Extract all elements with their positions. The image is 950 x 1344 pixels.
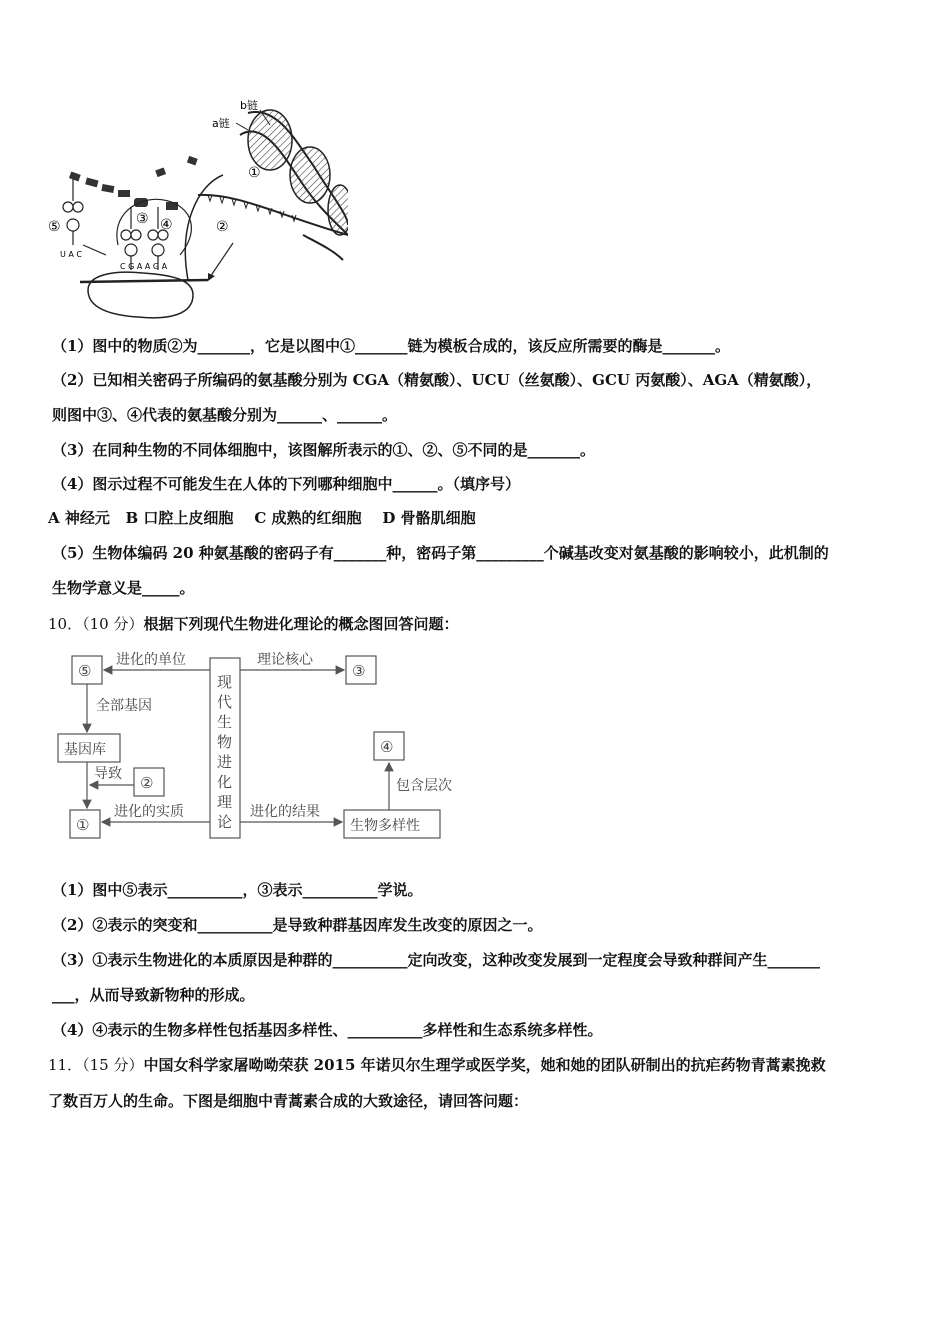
evolution-concept-map [50, 640, 470, 845]
box-2-label: ② [140, 774, 154, 792]
q11-stem-text-1: 中国女科学家屠呦呦荣获 2015 年诺贝尔生理学或医学奖，她和她的团队研制出的抗疟药物青蒿素挽救 [143, 1056, 826, 1074]
edge-unit-label: 进化的单位 [116, 652, 186, 668]
b-chain-label: b链 [240, 99, 258, 112]
dna-helix-loop-2 [290, 147, 330, 203]
ribosome-loop-arrow [117, 199, 191, 255]
box-1-label: ① [76, 816, 90, 834]
mrna-export-arrow [210, 243, 233, 277]
trna-entry-arrow [83, 245, 106, 255]
marker-2: ② [216, 219, 229, 235]
edge-core-label: 理论核心 [257, 652, 313, 668]
edge-levels-label: 包含层次 [396, 778, 452, 794]
center-char-1: 现 [217, 673, 233, 691]
box-5-label: ⑤ [78, 662, 92, 680]
trna-5 [63, 175, 83, 245]
evolution-concept-map-svg [50, 640, 470, 845]
center-char-5: 进 [217, 753, 233, 771]
free-amino-acids [155, 156, 198, 177]
q9-part5-line2: 生物学意义是_____。 [52, 579, 195, 597]
box-4-label: ④ [380, 738, 394, 756]
box-3-label: ③ [352, 662, 366, 680]
ribosome-small-subunit [88, 272, 193, 318]
q11-number: 11．（15 分） [48, 1056, 144, 1074]
center-char-6: 化 [217, 773, 233, 791]
edge-all-genes-label: 全部基因 [96, 698, 152, 714]
q10-part4: （4）④表示的生物多样性包括基因多样性、__________多样性和生态系统多样性。 [52, 1021, 603, 1039]
edge-cause-label: 导致 [94, 766, 122, 782]
marker-1: ① [248, 165, 261, 181]
q11-stem-line1 [48, 1055, 826, 1075]
center-char-7: 理 [217, 793, 233, 811]
q9-part4: （4）图示过程不可能发生在人体的下列哪种细胞中______。（填序号） [52, 475, 520, 493]
biodiversity-label: 生物多样性 [350, 818, 420, 834]
q9-part2-line1: （2）已知相关密码子所编码的氨基酸分别为 CGA（精氨酸）、UCU（丝氨酸）、GCU 丙氨酸）、AGA（精氨酸）， [52, 371, 822, 389]
peptide-chain [69, 171, 178, 210]
q10-part3-line2: ___，从而导致新物种的形成。 [52, 986, 255, 1004]
q9-part1: （1）图中的物质②为_______，它是以图中①_______链为模板合成的，该反应所需要的酶是_______。 [52, 337, 730, 355]
anticodon-label: U A C [60, 250, 82, 259]
marker-3: ③ [136, 211, 149, 227]
dna-helix-loop-1 [248, 110, 292, 170]
q10-part1: （1）图中⑤表示__________，③表示__________学说。 [52, 881, 423, 899]
transcription-translation-svg [48, 95, 348, 320]
q10-stem [48, 614, 458, 634]
q10-stem-text: 根据下列现代生物进化理论的概念图回答问题： [143, 615, 459, 633]
edge-essence-label: 进化的实质 [114, 804, 184, 820]
template-strand-lower [303, 235, 343, 260]
mrna-codon-teeth [208, 195, 296, 221]
q10-part2: （2）②表示的突变和__________是导致种群基因库发生改变的原因之一。 [52, 916, 543, 934]
a-chain-pointer [236, 123, 248, 130]
codon-sequence: C G A A G A [120, 262, 168, 271]
q9-part2-line2: 则图中③、④代表的氨基酸分别为______、______。 [52, 406, 398, 424]
marker-4: ④ [160, 217, 173, 233]
dna-helix-loop-3 [328, 185, 348, 235]
q9-part3: （3）在同种生物的不同体细胞中，该图解所表示的①、②、⑤不同的是_______。 [52, 441, 595, 459]
center-char-4: 物 [217, 733, 233, 751]
center-char-2: 代 [217, 693, 233, 711]
gene-pool-label: 基因库 [64, 742, 106, 758]
marker-5: ⑤ [48, 219, 61, 235]
q9-part4-options: A 神经元 B 口腔上皮细胞 C 成熟的红细胞 D 骨骼肌细胞 [48, 509, 476, 527]
center-char-8: 论 [217, 813, 233, 831]
q9-part5-line1: （5）生物体编码 20 种氨基酸的密码子有_______种，密码子第_________个碱基改变对氨基酸的影响较小，此机制的 [52, 544, 829, 562]
q10-number: 10．（10 分） [48, 615, 144, 633]
transcription-translation-figure [48, 95, 348, 320]
a-chain-label: a链 [212, 117, 230, 130]
q11-stem-line2: 了数百万人的生命。下图是细胞中青蒿素合成的大致途径，请回答问题： [48, 1092, 529, 1110]
center-char-3: 生 [217, 713, 233, 731]
edge-result-label: 进化的结果 [250, 804, 320, 820]
q10-part3-line1: （3）①表示生物进化的本质原因是种群的__________定向改变，这种改变发展到一定程度会导致种群间产生_______ [52, 951, 820, 969]
